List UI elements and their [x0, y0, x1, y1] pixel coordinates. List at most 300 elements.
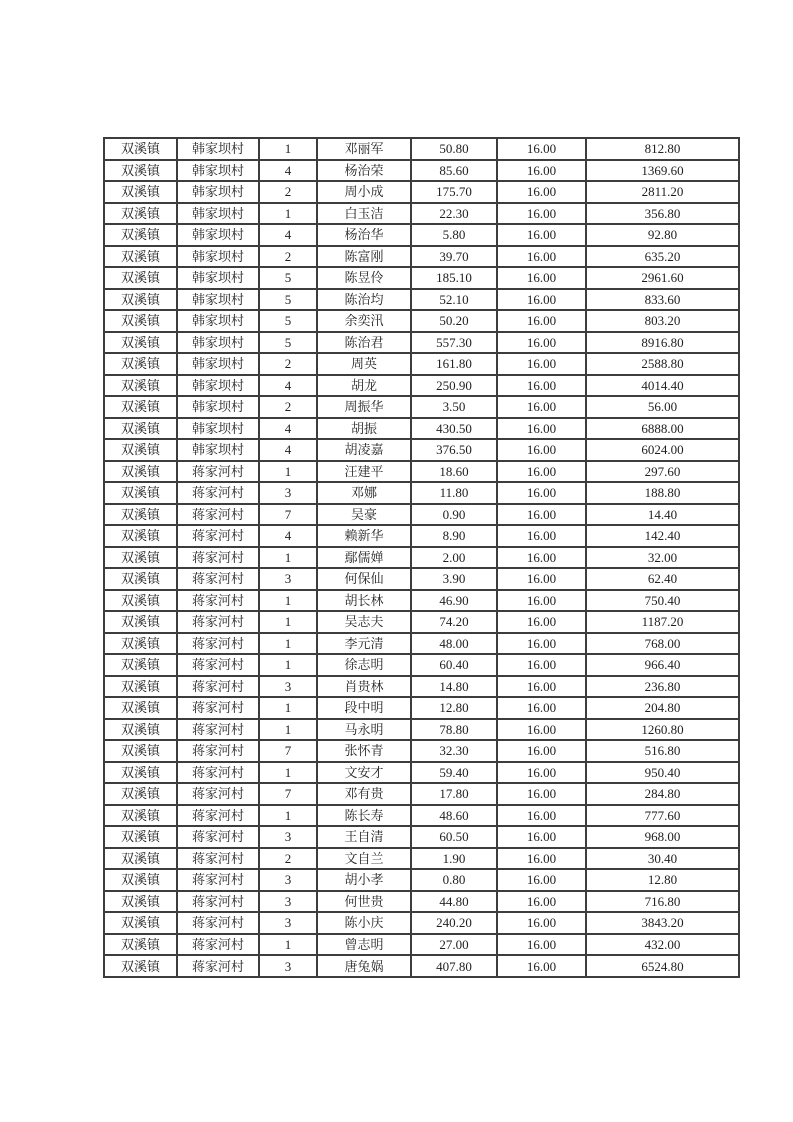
cell-village: 韩家坝村: [177, 160, 259, 182]
cell-total: 716.80: [586, 891, 739, 913]
cell-town: 双溪镇: [104, 224, 177, 246]
table-row: [104, 418, 739, 440]
cell-quantity: 48.60: [411, 805, 497, 827]
table-row: [104, 310, 739, 332]
cell-unit-price: 16.00: [497, 353, 586, 375]
cell-name: 邓有贵: [317, 783, 411, 805]
cell-village: 蒋家河村: [177, 719, 259, 741]
cell-unit-price: 16.00: [497, 482, 586, 504]
table-row: [104, 160, 739, 182]
cell-group: 2: [259, 181, 317, 203]
cell-village: 韩家坝村: [177, 246, 259, 268]
cell-unit-price: 16.00: [497, 246, 586, 268]
table-row: [104, 891, 739, 913]
cell-town: 双溪镇: [104, 676, 177, 698]
cell-total: 284.80: [586, 783, 739, 805]
table-row: [104, 783, 739, 805]
cell-town: 双溪镇: [104, 310, 177, 332]
cell-village: 蒋家河村: [177, 783, 259, 805]
cell-unit-price: 16.00: [497, 590, 586, 612]
cell-village: 蒋家河村: [177, 762, 259, 784]
cell-quantity: 161.80: [411, 353, 497, 375]
table-row: [104, 396, 739, 418]
cell-total: 14.40: [586, 504, 739, 526]
cell-quantity: 32.30: [411, 740, 497, 762]
cell-village: 蒋家河村: [177, 740, 259, 762]
cell-name: 邓娜: [317, 482, 411, 504]
cell-town: 双溪镇: [104, 504, 177, 526]
cell-town: 双溪镇: [104, 289, 177, 311]
cell-quantity: 0.90: [411, 504, 497, 526]
cell-name: 吴豪: [317, 504, 411, 526]
cell-total: 12.80: [586, 869, 739, 891]
cell-group: 5: [259, 267, 317, 289]
cell-quantity: 240.20: [411, 912, 497, 934]
cell-unit-price: 16.00: [497, 224, 586, 246]
cell-quantity: 376.50: [411, 439, 497, 461]
cell-group: 2: [259, 246, 317, 268]
cell-town: 双溪镇: [104, 633, 177, 655]
cell-group: 4: [259, 418, 317, 440]
cell-total: 204.80: [586, 697, 739, 719]
cell-village: 蒋家河村: [177, 504, 259, 526]
cell-village: 韩家坝村: [177, 267, 259, 289]
cell-group: 3: [259, 826, 317, 848]
cell-unit-price: 16.00: [497, 740, 586, 762]
cell-group: 2: [259, 353, 317, 375]
payment-table: [103, 137, 740, 978]
cell-town: 双溪镇: [104, 418, 177, 440]
cell-total: 56.00: [586, 396, 739, 418]
cell-total: 297.60: [586, 461, 739, 483]
cell-total: 30.40: [586, 848, 739, 870]
cell-total: 833.60: [586, 289, 739, 311]
cell-unit-price: 16.00: [497, 805, 586, 827]
cell-group: 1: [259, 697, 317, 719]
cell-village: 蒋家河村: [177, 568, 259, 590]
cell-town: 双溪镇: [104, 439, 177, 461]
cell-total: 516.80: [586, 740, 739, 762]
cell-quantity: 18.60: [411, 461, 497, 483]
cell-total: 4014.40: [586, 375, 739, 397]
cell-town: 双溪镇: [104, 891, 177, 913]
cell-unit-price: 16.00: [497, 633, 586, 655]
cell-group: 1: [259, 805, 317, 827]
cell-group: 1: [259, 611, 317, 633]
cell-total: 2588.80: [586, 353, 739, 375]
cell-total: 356.80: [586, 203, 739, 225]
table-row: [104, 482, 739, 504]
cell-town: 双溪镇: [104, 955, 177, 977]
cell-total: 1187.20: [586, 611, 739, 633]
cell-group: 1: [259, 762, 317, 784]
cell-unit-price: 16.00: [497, 697, 586, 719]
cell-group: 5: [259, 310, 317, 332]
cell-total: 188.80: [586, 482, 739, 504]
cell-quantity: 407.80: [411, 955, 497, 977]
cell-total: 6524.80: [586, 955, 739, 977]
cell-name: 张怀青: [317, 740, 411, 762]
table-row: [104, 332, 739, 354]
cell-name: 曾志明: [317, 934, 411, 956]
cell-name: 陈治君: [317, 332, 411, 354]
cell-group: 7: [259, 740, 317, 762]
cell-unit-price: 16.00: [497, 891, 586, 913]
cell-unit-price: 16.00: [497, 289, 586, 311]
cell-name: 陈长寿: [317, 805, 411, 827]
cell-village: 蒋家河村: [177, 461, 259, 483]
cell-quantity: 46.90: [411, 590, 497, 612]
table-row: [104, 955, 739, 977]
table-row: [104, 762, 739, 784]
cell-name: 陈昱伶: [317, 267, 411, 289]
cell-group: 2: [259, 396, 317, 418]
cell-group: 4: [259, 224, 317, 246]
cell-quantity: 78.80: [411, 719, 497, 741]
cell-total: 32.00: [586, 547, 739, 569]
cell-name: 肖贵林: [317, 676, 411, 698]
cell-unit-price: 16.00: [497, 396, 586, 418]
cell-unit-price: 16.00: [497, 611, 586, 633]
cell-quantity: 250.90: [411, 375, 497, 397]
table-row: [104, 353, 739, 375]
cell-total: 236.80: [586, 676, 739, 698]
cell-name: 胡小孝: [317, 869, 411, 891]
cell-town: 双溪镇: [104, 826, 177, 848]
cell-unit-price: 16.00: [497, 568, 586, 590]
cell-name: 胡长林: [317, 590, 411, 612]
cell-total: 6024.00: [586, 439, 739, 461]
cell-name: 何保仙: [317, 568, 411, 590]
cell-quantity: 8.90: [411, 525, 497, 547]
cell-group: 4: [259, 439, 317, 461]
cell-village: 蒋家河村: [177, 805, 259, 827]
cell-group: 4: [259, 160, 317, 182]
cell-unit-price: 16.00: [497, 203, 586, 225]
cell-total: 968.00: [586, 826, 739, 848]
table-row: [104, 525, 739, 547]
cell-town: 双溪镇: [104, 654, 177, 676]
table-row: [104, 590, 739, 612]
cell-group: 3: [259, 912, 317, 934]
cell-group: 1: [259, 138, 317, 160]
cell-quantity: 14.80: [411, 676, 497, 698]
table-row: [104, 504, 739, 526]
cell-village: 蒋家河村: [177, 697, 259, 719]
cell-quantity: 11.80: [411, 482, 497, 504]
cell-total: 8916.80: [586, 332, 739, 354]
cell-group: 1: [259, 590, 317, 612]
cell-name: 赖新华: [317, 525, 411, 547]
cell-village: 韩家坝村: [177, 224, 259, 246]
cell-total: 768.00: [586, 633, 739, 655]
table-row: [104, 719, 739, 741]
cell-name: 汪建平: [317, 461, 411, 483]
cell-village: 韩家坝村: [177, 375, 259, 397]
cell-unit-price: 16.00: [497, 267, 586, 289]
cell-name: 陈小庆: [317, 912, 411, 934]
cell-town: 双溪镇: [104, 246, 177, 268]
cell-unit-price: 16.00: [497, 762, 586, 784]
cell-quantity: 5.80: [411, 224, 497, 246]
cell-group: 3: [259, 482, 317, 504]
cell-quantity: 74.20: [411, 611, 497, 633]
table-row: [104, 697, 739, 719]
table-row: [104, 224, 739, 246]
cell-town: 双溪镇: [104, 396, 177, 418]
cell-unit-price: 16.00: [497, 504, 586, 526]
cell-total: 3843.20: [586, 912, 739, 934]
table-row: [104, 267, 739, 289]
cell-unit-price: 16.00: [497, 160, 586, 182]
cell-quantity: 175.70: [411, 181, 497, 203]
table-row: [104, 934, 739, 956]
cell-group: 7: [259, 504, 317, 526]
cell-group: 5: [259, 289, 317, 311]
table-row: [104, 461, 739, 483]
table-row: [104, 246, 739, 268]
cell-group: 3: [259, 676, 317, 698]
cell-quantity: 39.70: [411, 246, 497, 268]
cell-name: 徐志明: [317, 654, 411, 676]
cell-total: 812.80: [586, 138, 739, 160]
payment-table-body: [104, 138, 739, 977]
table-row: [104, 138, 739, 160]
cell-village: 蒋家河村: [177, 525, 259, 547]
cell-group: 1: [259, 461, 317, 483]
cell-group: 3: [259, 955, 317, 977]
cell-total: 62.40: [586, 568, 739, 590]
cell-quantity: 50.20: [411, 310, 497, 332]
cell-name: 杨治荣: [317, 160, 411, 182]
cell-unit-price: 16.00: [497, 848, 586, 870]
cell-quantity: 48.00: [411, 633, 497, 655]
cell-quantity: 44.80: [411, 891, 497, 913]
cell-unit-price: 16.00: [497, 547, 586, 569]
cell-quantity: 85.60: [411, 160, 497, 182]
cell-quantity: 22.30: [411, 203, 497, 225]
cell-village: 蒋家河村: [177, 676, 259, 698]
cell-quantity: 50.80: [411, 138, 497, 160]
cell-name: 鄢儒婵: [317, 547, 411, 569]
table-row: [104, 547, 739, 569]
cell-quantity: 3.90: [411, 568, 497, 590]
cell-town: 双溪镇: [104, 160, 177, 182]
cell-name: 周英: [317, 353, 411, 375]
cell-town: 双溪镇: [104, 332, 177, 354]
cell-unit-price: 16.00: [497, 375, 586, 397]
cell-unit-price: 16.00: [497, 654, 586, 676]
cell-town: 双溪镇: [104, 848, 177, 870]
cell-total: 750.40: [586, 590, 739, 612]
cell-group: 1: [259, 654, 317, 676]
table-row: [104, 740, 739, 762]
cell-village: 蒋家河村: [177, 912, 259, 934]
cell-group: 1: [259, 203, 317, 225]
cell-unit-price: 16.00: [497, 181, 586, 203]
table-row: [104, 181, 739, 203]
cell-group: 3: [259, 869, 317, 891]
cell-village: 蒋家河村: [177, 547, 259, 569]
cell-town: 双溪镇: [104, 482, 177, 504]
table-row: [104, 375, 739, 397]
cell-unit-price: 16.00: [497, 676, 586, 698]
cell-total: 2811.20: [586, 181, 739, 203]
cell-town: 双溪镇: [104, 267, 177, 289]
cell-group: 5: [259, 332, 317, 354]
cell-group: 4: [259, 375, 317, 397]
cell-name: 周振华: [317, 396, 411, 418]
cell-total: 142.40: [586, 525, 739, 547]
cell-village: 韩家坝村: [177, 353, 259, 375]
cell-name: 吴志夫: [317, 611, 411, 633]
cell-name: 陈富刚: [317, 246, 411, 268]
cell-town: 双溪镇: [104, 547, 177, 569]
cell-unit-price: 16.00: [497, 525, 586, 547]
cell-quantity: 52.10: [411, 289, 497, 311]
table-row: [104, 654, 739, 676]
cell-name: 邓丽军: [317, 138, 411, 160]
cell-name: 余奕汛: [317, 310, 411, 332]
cell-town: 双溪镇: [104, 805, 177, 827]
cell-village: 韩家坝村: [177, 203, 259, 225]
cell-town: 双溪镇: [104, 375, 177, 397]
cell-name: 胡振: [317, 418, 411, 440]
cell-group: 2: [259, 848, 317, 870]
cell-village: 蒋家河村: [177, 848, 259, 870]
cell-unit-price: 16.00: [497, 310, 586, 332]
table-row: [104, 439, 739, 461]
cell-village: 蒋家河村: [177, 934, 259, 956]
cell-unit-price: 16.00: [497, 934, 586, 956]
cell-unit-price: 16.00: [497, 138, 586, 160]
cell-quantity: 430.50: [411, 418, 497, 440]
cell-town: 双溪镇: [104, 568, 177, 590]
cell-name: 陈治均: [317, 289, 411, 311]
cell-village: 蒋家河村: [177, 955, 259, 977]
cell-village: 韩家坝村: [177, 332, 259, 354]
cell-total: 1369.60: [586, 160, 739, 182]
cell-name: 文自兰: [317, 848, 411, 870]
cell-name: 文安才: [317, 762, 411, 784]
cell-group: 4: [259, 525, 317, 547]
cell-village: 韩家坝村: [177, 310, 259, 332]
cell-name: 何世贵: [317, 891, 411, 913]
cell-town: 双溪镇: [104, 697, 177, 719]
cell-quantity: 185.10: [411, 267, 497, 289]
cell-town: 双溪镇: [104, 912, 177, 934]
cell-village: 蒋家河村: [177, 482, 259, 504]
cell-total: 6888.00: [586, 418, 739, 440]
cell-group: 1: [259, 719, 317, 741]
cell-group: 1: [259, 934, 317, 956]
cell-name: 胡凌嘉: [317, 439, 411, 461]
cell-name: 王自清: [317, 826, 411, 848]
cell-town: 双溪镇: [104, 719, 177, 741]
cell-village: 蒋家河村: [177, 826, 259, 848]
cell-town: 双溪镇: [104, 740, 177, 762]
cell-total: 635.20: [586, 246, 739, 268]
cell-quantity: 1.90: [411, 848, 497, 870]
cell-quantity: 60.50: [411, 826, 497, 848]
cell-unit-price: 16.00: [497, 826, 586, 848]
cell-village: 韩家坝村: [177, 396, 259, 418]
cell-village: 蒋家河村: [177, 654, 259, 676]
cell-town: 双溪镇: [104, 783, 177, 805]
table-row: [104, 611, 739, 633]
cell-name: 杨治华: [317, 224, 411, 246]
cell-name: 李元清: [317, 633, 411, 655]
cell-quantity: 3.50: [411, 396, 497, 418]
cell-unit-price: 16.00: [497, 912, 586, 934]
cell-unit-price: 16.00: [497, 418, 586, 440]
cell-name: 马永明: [317, 719, 411, 741]
cell-quantity: 59.40: [411, 762, 497, 784]
cell-group: 1: [259, 633, 317, 655]
cell-total: 803.20: [586, 310, 739, 332]
cell-village: 蒋家河村: [177, 891, 259, 913]
cell-name: 胡龙: [317, 375, 411, 397]
cell-quantity: 12.80: [411, 697, 497, 719]
table-row: [104, 676, 739, 698]
cell-total: 432.00: [586, 934, 739, 956]
cell-group: 3: [259, 568, 317, 590]
cell-name: 白玉洁: [317, 203, 411, 225]
cell-name: 段中明: [317, 697, 411, 719]
cell-total: 777.60: [586, 805, 739, 827]
cell-unit-price: 16.00: [497, 461, 586, 483]
cell-village: 韩家坝村: [177, 138, 259, 160]
cell-total: 2961.60: [586, 267, 739, 289]
cell-total: 950.40: [586, 762, 739, 784]
cell-name: 周小成: [317, 181, 411, 203]
cell-total: 966.40: [586, 654, 739, 676]
cell-name: 唐兔娲: [317, 955, 411, 977]
table-row: [104, 826, 739, 848]
cell-town: 双溪镇: [104, 762, 177, 784]
cell-village: 韩家坝村: [177, 418, 259, 440]
cell-quantity: 557.30: [411, 332, 497, 354]
cell-town: 双溪镇: [104, 203, 177, 225]
cell-unit-price: 16.00: [497, 955, 586, 977]
cell-quantity: 27.00: [411, 934, 497, 956]
cell-quantity: 2.00: [411, 547, 497, 569]
cell-town: 双溪镇: [104, 525, 177, 547]
cell-town: 双溪镇: [104, 353, 177, 375]
cell-town: 双溪镇: [104, 934, 177, 956]
table-row: [104, 848, 739, 870]
cell-town: 双溪镇: [104, 590, 177, 612]
table-row: [104, 633, 739, 655]
cell-quantity: 60.40: [411, 654, 497, 676]
cell-unit-price: 16.00: [497, 869, 586, 891]
table-row: [104, 203, 739, 225]
cell-town: 双溪镇: [104, 461, 177, 483]
cell-village: 韩家坝村: [177, 289, 259, 311]
table-row: [104, 869, 739, 891]
cell-quantity: 17.80: [411, 783, 497, 805]
cell-village: 韩家坝村: [177, 181, 259, 203]
cell-total: 92.80: [586, 224, 739, 246]
cell-quantity: 0.80: [411, 869, 497, 891]
cell-group: 1: [259, 547, 317, 569]
table-row: [104, 805, 739, 827]
cell-unit-price: 16.00: [497, 439, 586, 461]
cell-unit-price: 16.00: [497, 719, 586, 741]
cell-town: 双溪镇: [104, 181, 177, 203]
cell-town: 双溪镇: [104, 869, 177, 891]
cell-unit-price: 16.00: [497, 332, 586, 354]
